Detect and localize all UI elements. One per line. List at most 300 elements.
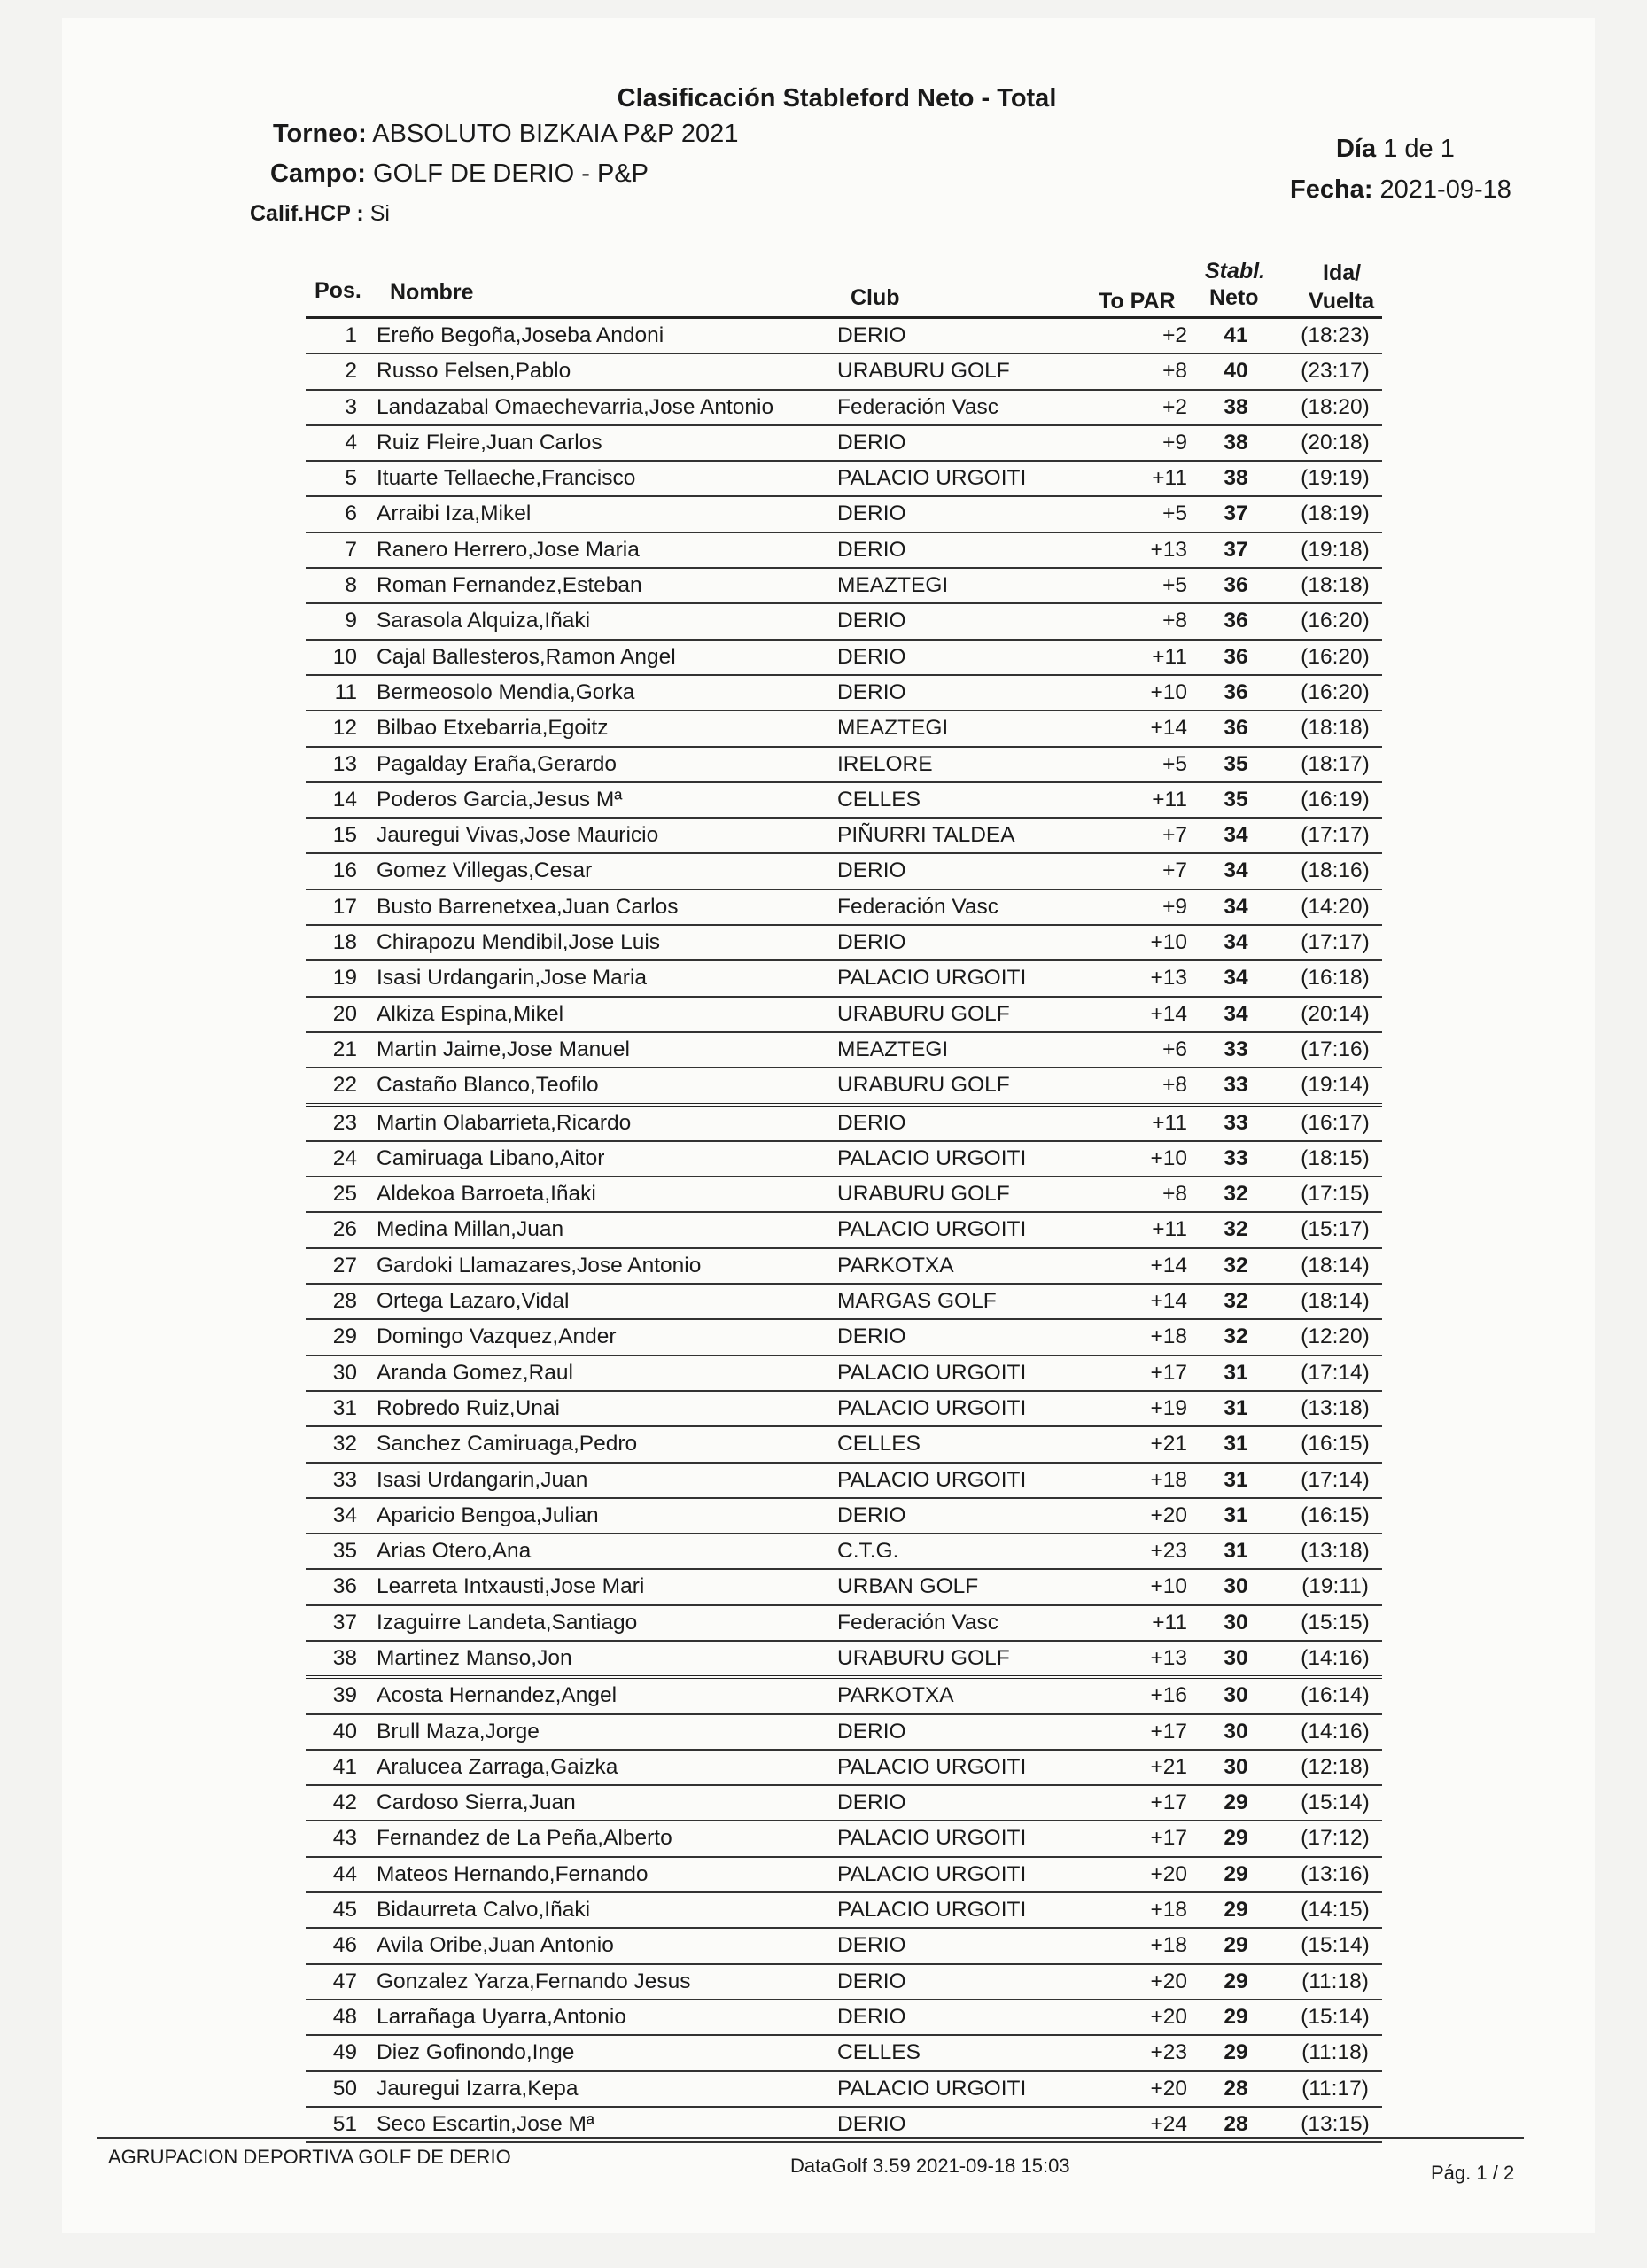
row-ida-vuelta: (17:14) xyxy=(1301,1467,1370,1492)
row-ida-vuelta: (15:15) xyxy=(1301,1610,1370,1635)
row-stabl-neto: 35 xyxy=(1224,787,1248,812)
row-name: Gardoki Llamazares,Jose Antonio xyxy=(377,1253,702,1278)
row-stabl-neto: 29 xyxy=(1224,1826,1248,1851)
row-pos: 14 xyxy=(332,787,357,812)
footer-rule xyxy=(97,2137,1524,2139)
row-club: DERIO xyxy=(837,1969,906,1993)
row-stabl-neto: 32 xyxy=(1224,1217,1248,1242)
row-pos: 1 xyxy=(345,323,357,347)
row-pos: 50 xyxy=(332,2076,357,2101)
row-name: Poderos Garcia,Jesus Mª xyxy=(377,787,623,812)
calif-line xyxy=(250,201,390,227)
campo-value: GOLF DE DERIO - P&P xyxy=(373,159,649,188)
row-stabl-neto: 34 xyxy=(1224,930,1248,955)
row-to-par: +9 xyxy=(1162,894,1187,919)
row-pos: 37 xyxy=(332,1610,357,1635)
row-pos: 39 xyxy=(332,1683,357,1708)
table-row xyxy=(306,426,1382,462)
row-stabl-neto: 29 xyxy=(1224,1861,1248,1886)
row-ida-vuelta: (16:20) xyxy=(1301,609,1370,633)
row-name: Alkiza Espina,Mikel xyxy=(377,1001,564,1026)
row-name: Bermeosolo Mendia,Gorka xyxy=(377,680,635,704)
table-header xyxy=(306,257,1382,319)
row-to-par: +21 xyxy=(1150,1432,1187,1456)
row-ida-vuelta: (18:19) xyxy=(1301,501,1370,526)
row-pos: 6 xyxy=(345,501,357,526)
table-row xyxy=(306,391,1382,426)
row-name: Acosta Hernandez,Angel xyxy=(377,1683,618,1708)
row-name: Sanchez Camiruaga,Pedro xyxy=(377,1432,638,1456)
row-pos: 48 xyxy=(332,2004,357,2029)
row-pos: 51 xyxy=(332,2111,357,2136)
row-to-par: +13 xyxy=(1150,966,1187,990)
row-to-par: +8 xyxy=(1162,609,1187,633)
row-pos: 30 xyxy=(332,1360,357,1385)
row-name: Ranero Herrero,Jose Maria xyxy=(377,537,640,562)
row-pos: 17 xyxy=(332,894,357,919)
row-to-par: +8 xyxy=(1162,1182,1187,1207)
row-name: Jauregui Izarra,Kepa xyxy=(377,2076,579,2101)
row-pos: 32 xyxy=(332,1432,357,1456)
row-name: Isasi Urdangarin,Jose Maria xyxy=(377,966,648,990)
row-stabl-neto: 30 xyxy=(1224,1719,1248,1744)
row-name: Gonzalez Yarza,Fernando Jesus xyxy=(377,1969,691,1993)
row-to-par: +20 xyxy=(1150,2004,1187,2029)
row-pos: 44 xyxy=(332,1861,357,1886)
campo-label: Campo: xyxy=(270,159,366,188)
row-name: Roman Fernandez,Esteban xyxy=(377,573,642,598)
row-name: Fernandez de La Peña,Alberto xyxy=(377,1826,672,1851)
row-club: DERIO xyxy=(837,1790,906,1815)
table-row xyxy=(306,1464,1382,1499)
table-row xyxy=(306,1033,1382,1068)
row-name: Jauregui Vivas,Jose Mauricio xyxy=(377,823,659,848)
row-pos: 29 xyxy=(332,1324,357,1349)
row-club: MEAZTEGI xyxy=(837,1037,949,1061)
row-to-par: +11 xyxy=(1152,1110,1187,1135)
table-row xyxy=(306,711,1382,747)
row-to-par: +6 xyxy=(1162,1037,1187,1061)
fecha-line xyxy=(1290,175,1516,205)
torneo-label: Torneo: xyxy=(273,120,367,148)
dia-line xyxy=(1336,135,1455,164)
row-club: DERIO xyxy=(837,2111,906,2136)
row-club: DERIO xyxy=(837,430,906,454)
row-club: DERIO xyxy=(837,644,906,669)
row-ida-vuelta: (18:16) xyxy=(1301,858,1370,883)
row-to-par: +11 xyxy=(1152,1610,1187,1635)
torneo-value: ABSOLUTO BIZKAIA P&P 2021 xyxy=(372,120,739,148)
row-to-par: +20 xyxy=(1150,2076,1187,2101)
row-pos: 34 xyxy=(332,1503,357,1527)
col-stabl-top: Stabl. xyxy=(1205,259,1266,284)
fecha-value: 2021-09-18 xyxy=(1379,175,1511,204)
row-club: DERIO xyxy=(837,501,906,526)
row-name: Aralucea Zarraga,Gaizka xyxy=(377,1754,618,1779)
table-row xyxy=(306,497,1382,532)
row-ida-vuelta: (16:14) xyxy=(1301,1683,1370,1708)
row-ida-vuelta: (11:18) xyxy=(1301,1969,1369,1993)
table-row xyxy=(306,2000,1382,2036)
row-ida-vuelta: (14:20) xyxy=(1301,894,1370,919)
row-name: Martin Olabarrieta,Ricardo xyxy=(377,1110,632,1135)
row-pos: 16 xyxy=(332,858,357,883)
row-club: MEAZTEGI xyxy=(837,716,949,741)
row-to-par: +13 xyxy=(1150,537,1187,562)
row-name: Bidaurreta Calvo,Iñaki xyxy=(377,1898,591,1922)
row-name: Robredo Ruiz,Unai xyxy=(377,1395,560,1420)
row-stabl-neto: 32 xyxy=(1224,1324,1248,1349)
table-row xyxy=(306,998,1382,1033)
col-ida-bottom: Vuelta xyxy=(1309,289,1375,314)
row-ida-vuelta: (13:18) xyxy=(1301,1539,1370,1564)
row-ida-vuelta: (16:18) xyxy=(1301,966,1370,990)
table-row xyxy=(306,890,1382,926)
row-stabl-neto: 38 xyxy=(1224,430,1248,454)
row-pos: 35 xyxy=(332,1539,357,1564)
row-club: PALACIO URGOITI xyxy=(837,1395,1027,1420)
row-pos: 22 xyxy=(332,1073,357,1098)
row-club: DERIO xyxy=(837,930,906,955)
table-row xyxy=(306,1570,1382,1605)
row-club: DERIO xyxy=(837,609,906,633)
row-stabl-neto: 40 xyxy=(1224,359,1248,384)
row-club: PARKOTXA xyxy=(837,1683,954,1708)
row-stabl-neto: 31 xyxy=(1224,1432,1248,1456)
row-club: PALACIO URGOITI xyxy=(837,1146,1027,1170)
row-name: Arias Otero,Ana xyxy=(377,1539,532,1564)
table-row xyxy=(306,1858,1382,1893)
row-name: Cajal Ballesteros,Ramon Angel xyxy=(377,644,676,669)
table-body xyxy=(306,319,1382,2143)
row-club: PALACIO URGOITI xyxy=(837,1826,1027,1851)
row-name: Diez Gofinondo,Inge xyxy=(377,2040,575,2065)
row-stabl-neto: 33 xyxy=(1224,1037,1248,1061)
table-row xyxy=(306,1249,1382,1285)
table-row xyxy=(306,1929,1382,1964)
row-stabl-neto: 31 xyxy=(1224,1360,1248,1385)
row-name: Larrañaga Uyarra,Antonio xyxy=(377,2004,626,2029)
table-row xyxy=(306,819,1382,854)
table-row xyxy=(306,1715,1382,1751)
row-club: PIÑURRI TALDEA xyxy=(837,823,1015,848)
row-pos: 12 xyxy=(332,716,357,741)
row-stabl-neto: 28 xyxy=(1224,2111,1248,2136)
row-ida-vuelta: (16:15) xyxy=(1301,1503,1370,1527)
row-ida-vuelta: (17:17) xyxy=(1301,823,1370,848)
row-to-par: +10 xyxy=(1150,1146,1187,1170)
row-to-par: +8 xyxy=(1162,1073,1187,1098)
table-row xyxy=(306,1320,1382,1355)
row-name: Aparicio Bengoa,Julian xyxy=(377,1503,599,1527)
row-to-par: +2 xyxy=(1162,323,1187,347)
row-to-par: +8 xyxy=(1162,359,1187,384)
table-row xyxy=(306,533,1382,569)
row-name: Arraibi Iza,Mikel xyxy=(377,501,532,526)
row-stabl-neto: 34 xyxy=(1224,894,1248,919)
row-ida-vuelta: (18:14) xyxy=(1301,1253,1370,1278)
row-name: Cardoso Sierra,Juan xyxy=(377,1790,576,1815)
row-name: Mateos Hernando,Fernando xyxy=(377,1861,649,1886)
row-name: Medina Millan,Juan xyxy=(377,1217,564,1242)
row-ida-vuelta: (17:17) xyxy=(1301,930,1370,955)
table-row xyxy=(306,1534,1382,1570)
row-name: Landazabal Omaechevarria,Jose Antonio xyxy=(377,394,774,419)
row-club: DERIO xyxy=(837,858,906,883)
row-to-par: +17 xyxy=(1150,1360,1187,1385)
row-pos: 11 xyxy=(334,680,357,704)
footer-org: AGRUPACION DEPORTIVA GOLF DE DERIO xyxy=(108,2146,511,2168)
row-club: PALACIO URGOITI xyxy=(837,1861,1027,1886)
row-name: Aranda Gomez,Raul xyxy=(377,1360,573,1385)
row-name: Sarasola Alquiza,Iñaki xyxy=(377,609,591,633)
row-to-par: +10 xyxy=(1150,930,1187,955)
table-row xyxy=(306,1642,1382,1679)
row-stabl-neto: 31 xyxy=(1224,1467,1248,1492)
row-club: PALACIO URGOITI xyxy=(837,466,1027,491)
row-stabl-neto: 30 xyxy=(1224,1574,1248,1599)
table-row xyxy=(306,1786,1382,1821)
row-name: Ereño Begoña,Joseba Andoni xyxy=(377,323,664,347)
row-stabl-neto: 38 xyxy=(1224,466,1248,491)
row-name: Seco Escartin,Jose Mª xyxy=(377,2111,594,2136)
table-row xyxy=(306,1177,1382,1213)
row-stabl-neto: 36 xyxy=(1224,644,1248,669)
row-to-par: +17 xyxy=(1150,1826,1187,1851)
table-row xyxy=(306,319,1382,354)
table-row xyxy=(306,1356,1382,1392)
row-ida-vuelta: (18:20) xyxy=(1301,394,1370,419)
table-row xyxy=(306,604,1382,640)
row-to-par: +10 xyxy=(1150,1574,1187,1599)
row-stabl-neto: 31 xyxy=(1224,1539,1248,1564)
row-pos: 43 xyxy=(332,1826,357,1851)
footer-page: Pág. 1 / 2 xyxy=(1431,2162,1515,2184)
row-ida-vuelta: (19:11) xyxy=(1301,1574,1369,1599)
row-club: DERIO xyxy=(837,1324,906,1349)
row-club: C.T.G. xyxy=(837,1539,899,1564)
row-stabl-neto: 29 xyxy=(1224,1790,1248,1815)
row-stabl-neto: 33 xyxy=(1224,1073,1248,1098)
row-pos: 8 xyxy=(345,573,357,598)
row-pos: 20 xyxy=(332,1001,357,1026)
row-ida-vuelta: (18:14) xyxy=(1301,1289,1370,1314)
row-ida-vuelta: (11:18) xyxy=(1301,2040,1369,2065)
table-row xyxy=(306,569,1382,604)
col-nombre: Nombre xyxy=(390,280,474,305)
table-row xyxy=(306,1606,1382,1642)
table-row xyxy=(306,1499,1382,1534)
table-row xyxy=(306,926,1382,961)
row-club: Federación Vasc xyxy=(837,394,999,419)
table-row xyxy=(306,1893,1382,1929)
table-row xyxy=(306,1679,1382,1714)
row-ida-vuelta: (12:20) xyxy=(1301,1324,1370,1349)
table-row xyxy=(306,1285,1382,1320)
row-stabl-neto: 31 xyxy=(1224,1395,1248,1420)
table-row xyxy=(306,1142,1382,1177)
row-pos: 36 xyxy=(332,1574,357,1599)
row-ida-vuelta: (14:15) xyxy=(1301,1898,1370,1922)
row-club: PARKOTXA xyxy=(837,1253,954,1278)
row-club: CELLES xyxy=(837,1432,921,1456)
row-stabl-neto: 41 xyxy=(1224,323,1248,347)
row-to-par: +14 xyxy=(1150,716,1187,741)
row-pos: 41 xyxy=(332,1754,357,1779)
row-pos: 10 xyxy=(332,644,357,669)
row-to-par: +20 xyxy=(1150,1969,1187,1993)
row-club: URBAN GOLF xyxy=(837,1574,979,1599)
row-ida-vuelta: (18:18) xyxy=(1301,573,1370,598)
row-ida-vuelta: (16:20) xyxy=(1301,644,1370,669)
table-row xyxy=(306,1965,1382,2000)
row-ida-vuelta: (16:15) xyxy=(1301,1432,1370,1456)
row-stabl-neto: 35 xyxy=(1224,751,1248,776)
row-stabl-neto: 33 xyxy=(1224,1146,1248,1170)
row-name: Gomez Villegas,Cesar xyxy=(377,858,593,883)
row-ida-vuelta: (20:14) xyxy=(1301,1001,1370,1026)
row-stabl-neto: 29 xyxy=(1224,2040,1248,2065)
row-pos: 9 xyxy=(345,609,357,633)
row-club: IRELORE xyxy=(837,751,933,776)
col-ida-top: Ida/ xyxy=(1323,260,1362,285)
row-club: DERIO xyxy=(837,1503,906,1527)
row-ida-vuelta: (13:16) xyxy=(1301,1861,1370,1886)
row-name: Camiruaga Libano,Aitor xyxy=(377,1146,605,1170)
row-stabl-neto: 36 xyxy=(1224,573,1248,598)
row-club: DERIO xyxy=(837,323,906,347)
row-stabl-neto: 34 xyxy=(1224,858,1248,883)
row-pos: 33 xyxy=(332,1467,357,1492)
row-ida-vuelta: (15:14) xyxy=(1301,1933,1370,1958)
row-pos: 5 xyxy=(345,466,357,491)
row-stabl-neto: 30 xyxy=(1224,1754,1248,1779)
row-to-par: +19 xyxy=(1150,1395,1187,1420)
row-club: DERIO xyxy=(837,1933,906,1958)
row-to-par: +11 xyxy=(1152,644,1187,669)
row-stabl-neto: 28 xyxy=(1224,2076,1248,2101)
row-to-par: +18 xyxy=(1150,1324,1187,1349)
page-title: Clasificación Stableford Neto - Total xyxy=(617,84,1057,113)
row-club: DERIO xyxy=(837,1719,906,1744)
row-to-par: +14 xyxy=(1150,1289,1187,1314)
row-club: URABURU GOLF xyxy=(837,359,1010,384)
row-stabl-neto: 34 xyxy=(1224,1001,1248,1026)
row-pos: 18 xyxy=(332,930,357,955)
table-row xyxy=(306,641,1382,676)
row-name: Busto Barrenetxea,Juan Carlos xyxy=(377,894,679,919)
row-ida-vuelta: (17:15) xyxy=(1301,1182,1370,1207)
row-ida-vuelta: (16:19) xyxy=(1301,787,1370,812)
row-name: Castaño Blanco,Teofilo xyxy=(377,1073,599,1098)
row-club: URABURU GOLF xyxy=(837,1073,1010,1098)
row-ida-vuelta: (19:19) xyxy=(1301,466,1370,491)
table-row xyxy=(306,961,1382,997)
row-ida-vuelta: (18:17) xyxy=(1301,751,1370,776)
col-to-par: To PAR xyxy=(1099,289,1176,314)
row-to-par: +11 xyxy=(1152,466,1187,491)
row-pos: 45 xyxy=(332,1898,357,1922)
row-pos: 24 xyxy=(332,1146,357,1170)
table-row xyxy=(306,1751,1382,1786)
row-club: PALACIO URGOITI xyxy=(837,1360,1027,1385)
row-name: Russo Felsen,Pablo xyxy=(377,359,571,384)
row-club: PALACIO URGOITI xyxy=(837,1754,1027,1779)
row-pos: 21 xyxy=(332,1037,357,1061)
row-name: Isasi Urdangarin,Juan xyxy=(377,1467,588,1492)
row-club: PALACIO URGOITI xyxy=(837,2076,1027,2101)
calif-value: Si xyxy=(369,201,390,226)
row-pos: 19 xyxy=(332,966,357,990)
row-ida-vuelta: (18:18) xyxy=(1301,716,1370,741)
table-row xyxy=(306,1107,1382,1142)
row-stabl-neto: 30 xyxy=(1224,1683,1248,1708)
row-to-par: +14 xyxy=(1150,1001,1187,1026)
row-pos: 3 xyxy=(345,394,357,419)
row-to-par: +9 xyxy=(1162,430,1187,454)
row-ida-vuelta: (23:17) xyxy=(1301,359,1370,384)
row-to-par: +16 xyxy=(1150,1683,1187,1708)
table-row xyxy=(306,1068,1382,1106)
row-stabl-neto: 38 xyxy=(1224,394,1248,419)
row-ida-vuelta: (18:23) xyxy=(1301,323,1370,347)
row-to-par: +11 xyxy=(1152,787,1187,812)
fecha-label: Fecha: xyxy=(1290,175,1373,204)
row-name: Martin Jaime,Jose Manuel xyxy=(377,1037,630,1061)
row-to-par: +5 xyxy=(1162,751,1187,776)
row-name: Brull Maza,Jorge xyxy=(377,1719,540,1744)
row-ida-vuelta: (19:18) xyxy=(1301,537,1370,562)
table-row xyxy=(306,748,1382,783)
row-to-par: +11 xyxy=(1152,1217,1187,1242)
row-stabl-neto: 32 xyxy=(1224,1182,1248,1207)
row-stabl-neto: 32 xyxy=(1224,1253,1248,1278)
row-to-par: +10 xyxy=(1150,680,1187,704)
row-name: Chirapozu Mendibil,Jose Luis xyxy=(377,930,661,955)
row-to-par: +7 xyxy=(1162,858,1187,883)
row-ida-vuelta: (13:15) xyxy=(1301,2111,1370,2136)
row-stabl-neto: 36 xyxy=(1224,716,1248,741)
row-to-par: +17 xyxy=(1150,1719,1187,1744)
table-row xyxy=(306,1821,1382,1857)
row-club: PALACIO URGOITI xyxy=(837,1217,1027,1242)
row-pos: 46 xyxy=(332,1933,357,1958)
row-stabl-neto: 36 xyxy=(1224,680,1248,704)
table-row xyxy=(306,676,1382,711)
row-pos: 40 xyxy=(332,1719,357,1744)
table-row xyxy=(306,1392,1382,1427)
results-table xyxy=(306,257,1382,2143)
row-ida-vuelta: (15:17) xyxy=(1301,1217,1370,1242)
row-ida-vuelta: (11:17) xyxy=(1301,2076,1369,2101)
row-ida-vuelta: (18:15) xyxy=(1301,1146,1370,1170)
row-pos: 13 xyxy=(332,751,357,776)
row-pos: 23 xyxy=(332,1110,357,1135)
row-pos: 2 xyxy=(345,359,357,384)
row-name: Ortega Lazaro,Vidal xyxy=(377,1289,570,1314)
row-to-par: +18 xyxy=(1150,1898,1187,1922)
row-club: Federación Vasc xyxy=(837,894,999,919)
row-pos: 7 xyxy=(345,537,357,562)
row-to-par: +23 xyxy=(1150,1539,1187,1564)
table-row xyxy=(306,783,1382,819)
row-to-par: +7 xyxy=(1162,823,1187,848)
row-to-par: +23 xyxy=(1150,2040,1187,2065)
row-pos: 28 xyxy=(332,1289,357,1314)
campo-line xyxy=(270,159,649,189)
row-club: MEAZTEGI xyxy=(837,573,949,598)
row-pos: 4 xyxy=(345,430,357,454)
